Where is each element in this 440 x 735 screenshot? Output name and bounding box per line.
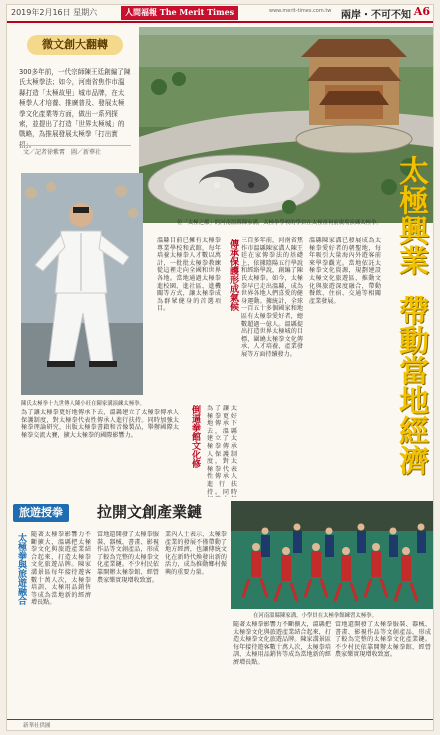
lower-column-1: 隨著太極拳影響力不斷擴大，溫縣把太極拳文化與旅遊產業結合起來，打造太極拳文化旅遊品牌。陳家溝景區每年接待遊客數十萬人次，太極拳培訓、太極用品銷售等成為當地新的經濟增長點。: [31, 531, 91, 607]
newspaper-page: [6, 4, 434, 731]
header-page-number: A6: [413, 5, 430, 18]
lower-headline: 拉開文創產業鏈: [97, 503, 203, 521]
intro-title: 微文創大翻轉: [27, 35, 123, 55]
header-date: 2019年2月16日 星期六: [11, 8, 98, 17]
footer-text: 新華社供圖: [23, 723, 51, 729]
header-brand-logo: 人間福報 The Merit Times: [121, 6, 238, 20]
aerial-caption: 位「太極之都」的河南溫縣陳家溝，太極拳學校的學員在太極祖祠前廣場演練太極拳。: [177, 220, 382, 226]
article-column-4: 為了讓太極拳更好地傳承下去，溫縣建立了太極拳傳承人保護制度，對太極拳代表性傳承人進行扶持。同時: [207, 405, 237, 496]
article-column-5: 為了讓太極拳更好地傳承下去，溫縣建立了太極拳傳承人保護制度，對太極拳代表性傳承人進行扶持。同時加強太極拳理論研究，出版太極拳書籍和音像製品，舉辦國際太極拳交流大賽，擴大太極拳的國際影響力。: [21, 409, 179, 439]
headline-part2: 帶動當地經濟: [393, 295, 428, 475]
group-caption: 在河南溫縣陳家溝，小學員在太極拳館練習太極拳。: [253, 613, 377, 619]
group-photo-graphic: [231, 501, 433, 609]
headline-part1: 太極興業: [393, 155, 428, 275]
header-url: www.merit-times.com.tw: [269, 8, 332, 14]
header-section: 兩岸・不可不知: [341, 10, 411, 21]
article-column-1: 溫縣目前已擁有太極拳專業學校和武館，每年培養太極拳人才數以萬計，一批批太極拳教練從這裡走向全國和世界各地。當地通過太極拳進校園、進社區、進機關等方式，讓太極拳成為群眾健身的首選項目。: [157, 237, 221, 313]
lower-column-5: 當地還開發了太極拳服裝、器械、書畫、影視作品等文創產品，形成了較為完整的太極拳文化產業鏈。不少村民依靠開辦太極拳館、經營農家樂實現增收致富。: [335, 621, 431, 659]
subhead-studio: 倒逼拳館文化修: [190, 405, 200, 468]
article-column-2: 三百多年前，河南省焦作市溫縣陳家溝人陳王廷在家傳拳法的基礎上，依據陰陽五行學說和經絡學說，創編了陳氏太極拳。如今，太極拳早已走出溫縣，成為世界各地人們喜愛的健身運動。據統計，全球一百五十多個國家和地區有太極拳愛好者，總數超過一億人。溫縣提出打造世界太極城的目標，圍繞太極拳文化傳承、人才培養、產業發展等方面持續發力。: [241, 237, 303, 358]
master-caption: 陳氏太極拳十九世傳人陳小旺在陳家溝演練太極拳。: [21, 401, 145, 407]
master-photo-graphic: [21, 173, 143, 395]
subhead-inheritance: 傳承保護形成氣候: [228, 239, 238, 311]
divider: [19, 145, 131, 146]
lower-subhead: 太極拳與旅遊融合: [16, 533, 26, 605]
lower-column-3: 業內人士表示，太極拳產業的發展不僅帶動了地方經濟，也讓傳統文化在新時代煥發出新的活力，成為推動鄉村振興的重要力量。: [165, 531, 227, 576]
group-photo: [231, 501, 433, 609]
intro-credit: 文／記者徐紫霄 圖／新華社: [23, 149, 102, 156]
lower-tag: 旅遊授拳: [13, 504, 69, 522]
master-photo: [21, 173, 143, 395]
intro-text: 300多年前，一代宗師陳王廷創編了陳氏太極拳法；如今，河南省焦作市溫縣打造「太極故里」城市品牌，在太極拳人才培養、推廣普及、發展太極拳文化產業等方面，做出一系列探索，並提出了打造「世界太極城」的戰略，為推展發展太極拳「打出實: [19, 68, 131, 139]
page-header: [7, 5, 433, 23]
page-footer: [7, 719, 433, 730]
lower-column-4: 隨著太極拳影響力不斷擴大，溫縣把太極拳文化與旅遊產業結合起來，打造太極拳文化旅遊品牌。陳家溝景區每年接待遊客數十萬人次，太極拳培訓、太極用品銷售等成為當地新的經濟增長點。: [233, 621, 331, 666]
lower-column-2: 當地還開發了太極拳服裝、器械、書畫、影視作品等文創產品，形成了較為完整的太極拳文化產業鏈。不少村民依靠開辦太極拳館、經營農家樂實現增收致富。: [97, 531, 159, 584]
article-column-3: 溫縣陳家溝已發展成為太極拳愛好者的朝聖地，每年吸引大量海內外遊客前來學拳觀光。當地依託太極拳文化資源，規劃建設太極文化旅遊區，推動文化與旅遊深度融合，帶動餐飲、住宿、交通等相關產業發展。: [309, 237, 381, 305]
